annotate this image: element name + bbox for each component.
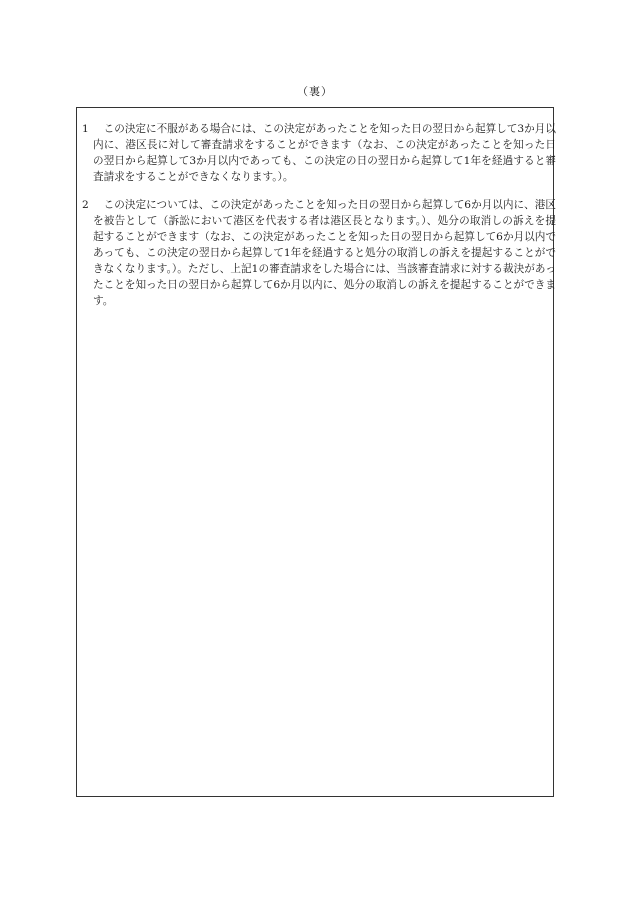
notice-number: 1 xyxy=(82,123,89,135)
notice-item-1 xyxy=(82,121,556,185)
page-heading: （裏） xyxy=(297,85,333,98)
notice-text: この決定に不服がある場合には、この決定があったことを知った日の翌日から起算して3か月以内に、港区長に対して審査請求をすることができます（なお、この決定があったことを知った日の翌日から起算して3か月以内であっても、この決定の日の翌日から起算して1年を経過すると審査請求をすることができなくなります。）。 xyxy=(93,123,556,183)
notice-number: 2 xyxy=(82,199,89,211)
notice-item-2 xyxy=(82,197,556,309)
notice-text: この決定については、この決定があったことを知った日の翌日から起算して6か月以内に、港区を被告として（訴訟において港区を代表する者は港区長となります。）、処分の取消しの訴えを提起することができます（なお、この決定があったことを知った日の翌日から起算して6か月以内であっても、この決定の翌日から起算して1年を経過すると処分の取消しの訴えを提起することができなくなります。）。ただし、上記1の審査請求をした場合には、当該審査請求に対する裁決があったことを知った日の翌日から起算して6か月以内に、処分の取消しの訴えを提起することができます。 xyxy=(93,199,556,307)
